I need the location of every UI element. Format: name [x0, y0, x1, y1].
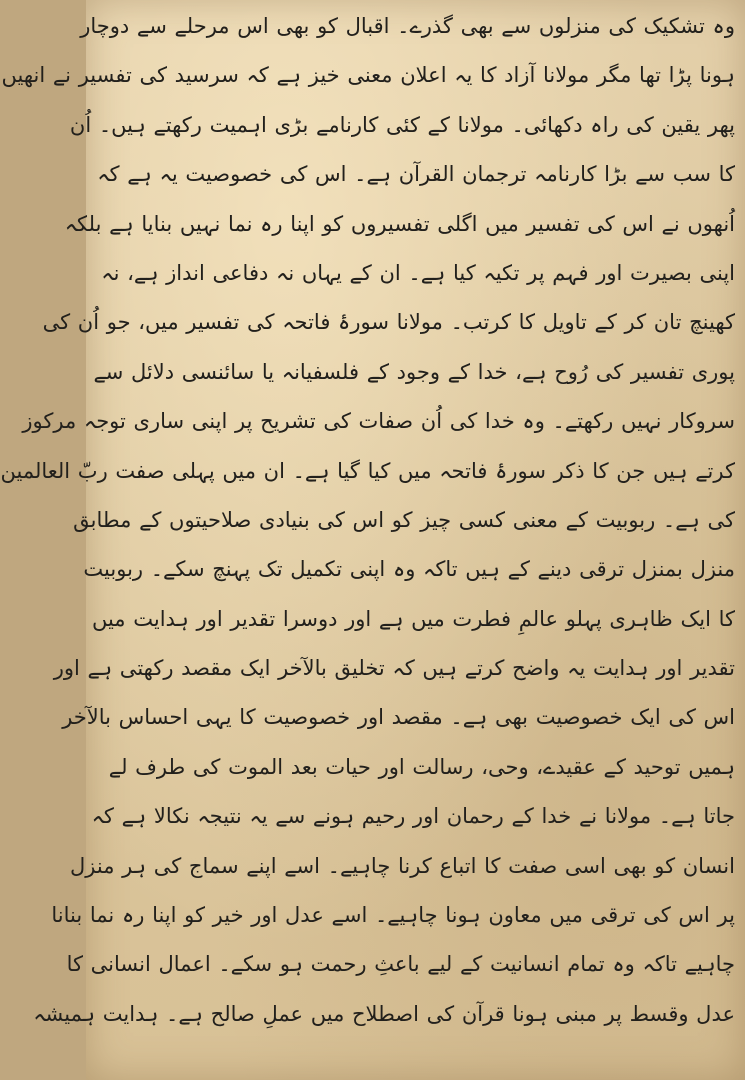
- urdu-text-block: [0, 2, 735, 1039]
- text-line: اپنی بصیرت اور فہم پر تکیہ کیا ہے۔ ان کے یہاں نہ دفاعی انداز ہے، نہ: [101, 260, 735, 285]
- text-line: ہمیں توحید کے عقیدے، وحی، رسالت اور حیات بعد الموت کی طرف لے: [108, 754, 735, 779]
- text-line: کا ایک ظاہری پہلو عالمِ فطرت میں ہے اور دوسرا تقدیر اور ہدایت میں: [91, 606, 735, 631]
- text-line: ہونا پڑا تھا مگر مولانا آزاد کا یہ اعلان معنی خیز ہے کہ سرسید کی تفسیر نے انھیں: [1, 63, 735, 88]
- text-line: سروکار نہیں رکھتے۔ وہ خدا کی اُن صفات کی تشریح پر اپنی ساری توجہ مرکوز: [22, 409, 735, 434]
- text-line: اُنھوں نے اس کی تفسیر میں اگلی تفسیروں کو اپنا رہ نما نہیں بنایا ہے بلکہ: [64, 211, 735, 236]
- text-line: چاہیے تاکہ وہ تمام انسانیت کے لیے باعثِ رحمت ہو سکے۔ اعمال انسانی کا: [66, 952, 735, 977]
- text-line: جاتا ہے۔ مولانا نے خدا کے رحمان اور رحیم ہونے سے یہ نتیجہ نکالا ہے کہ: [91, 804, 735, 829]
- text-line: پر اس کی ترقی میں معاون ہونا چاہیے۔ اسے عدل اور خیر کو اپنا رہ نما بنانا: [51, 903, 735, 928]
- text-line: پھر یقین کی راہ دکھائی۔ مولانا کے کئی کارنامے بڑی اہمیت رکھتے ہیں۔ اُن: [69, 112, 735, 137]
- text-line: انسان کو بھی اسی صفت کا اتباع کرنا چاہیے۔ اسے اپنے سماج کی ہر منزل: [70, 853, 735, 878]
- text-line: کی ہے۔ ربوبیت کے معنی کسی چیز کو اس کی بنیادی صلاحیتوں کے مطابق: [73, 507, 735, 532]
- text-line: اس کی ایک خصوصیت بھی ہے۔ مقصد اور خصوصیت کا یہی احساس بالآخر: [62, 705, 735, 730]
- text-line: کھینچ تان کر کے تاویل کا کرتب۔ مولانا سورۂ فاتحہ کی تفسیر میں، جو اُن کی: [42, 310, 735, 335]
- text-line: عدل وقسط پر مبنی ہونا قرآن کی اصطلاح میں عملِ صالح ہے۔ ہدایت ہمیشہ: [33, 1001, 735, 1026]
- text-line: کا سب سے بڑا کارنامہ ترجمان القرآن ہے۔ اس کی خصوصیت یہ ہے کہ: [97, 162, 735, 187]
- text-line: تقدیر اور ہدایت یہ واضح کرتے ہیں کہ تخلیق بالآخر ایک مقصد رکھتی ہے اور: [53, 656, 735, 681]
- text-line: وہ تشکیک کی منزلوں سے بھی گذرے۔ اقبال کو بھی اس مرحلے سے دوچار: [80, 14, 735, 38]
- text-line: پوری تفسیر کی رُوح ہے، خدا کے وجود کے فلسفیانہ یا سائنسی دلائل سے: [93, 359, 735, 384]
- text-line: منزل بمنزل ترقی دینے کے ہیں تاکہ وہ اپنی تکمیل تک پہنچ سکے۔ ربوبیت: [83, 557, 735, 582]
- text-line: کرتے ہیں جن کا ذکر سورۂ فاتحہ میں کیا گیا ہے۔ ان میں پہلی صفت ربّ العالمین: [0, 458, 735, 483]
